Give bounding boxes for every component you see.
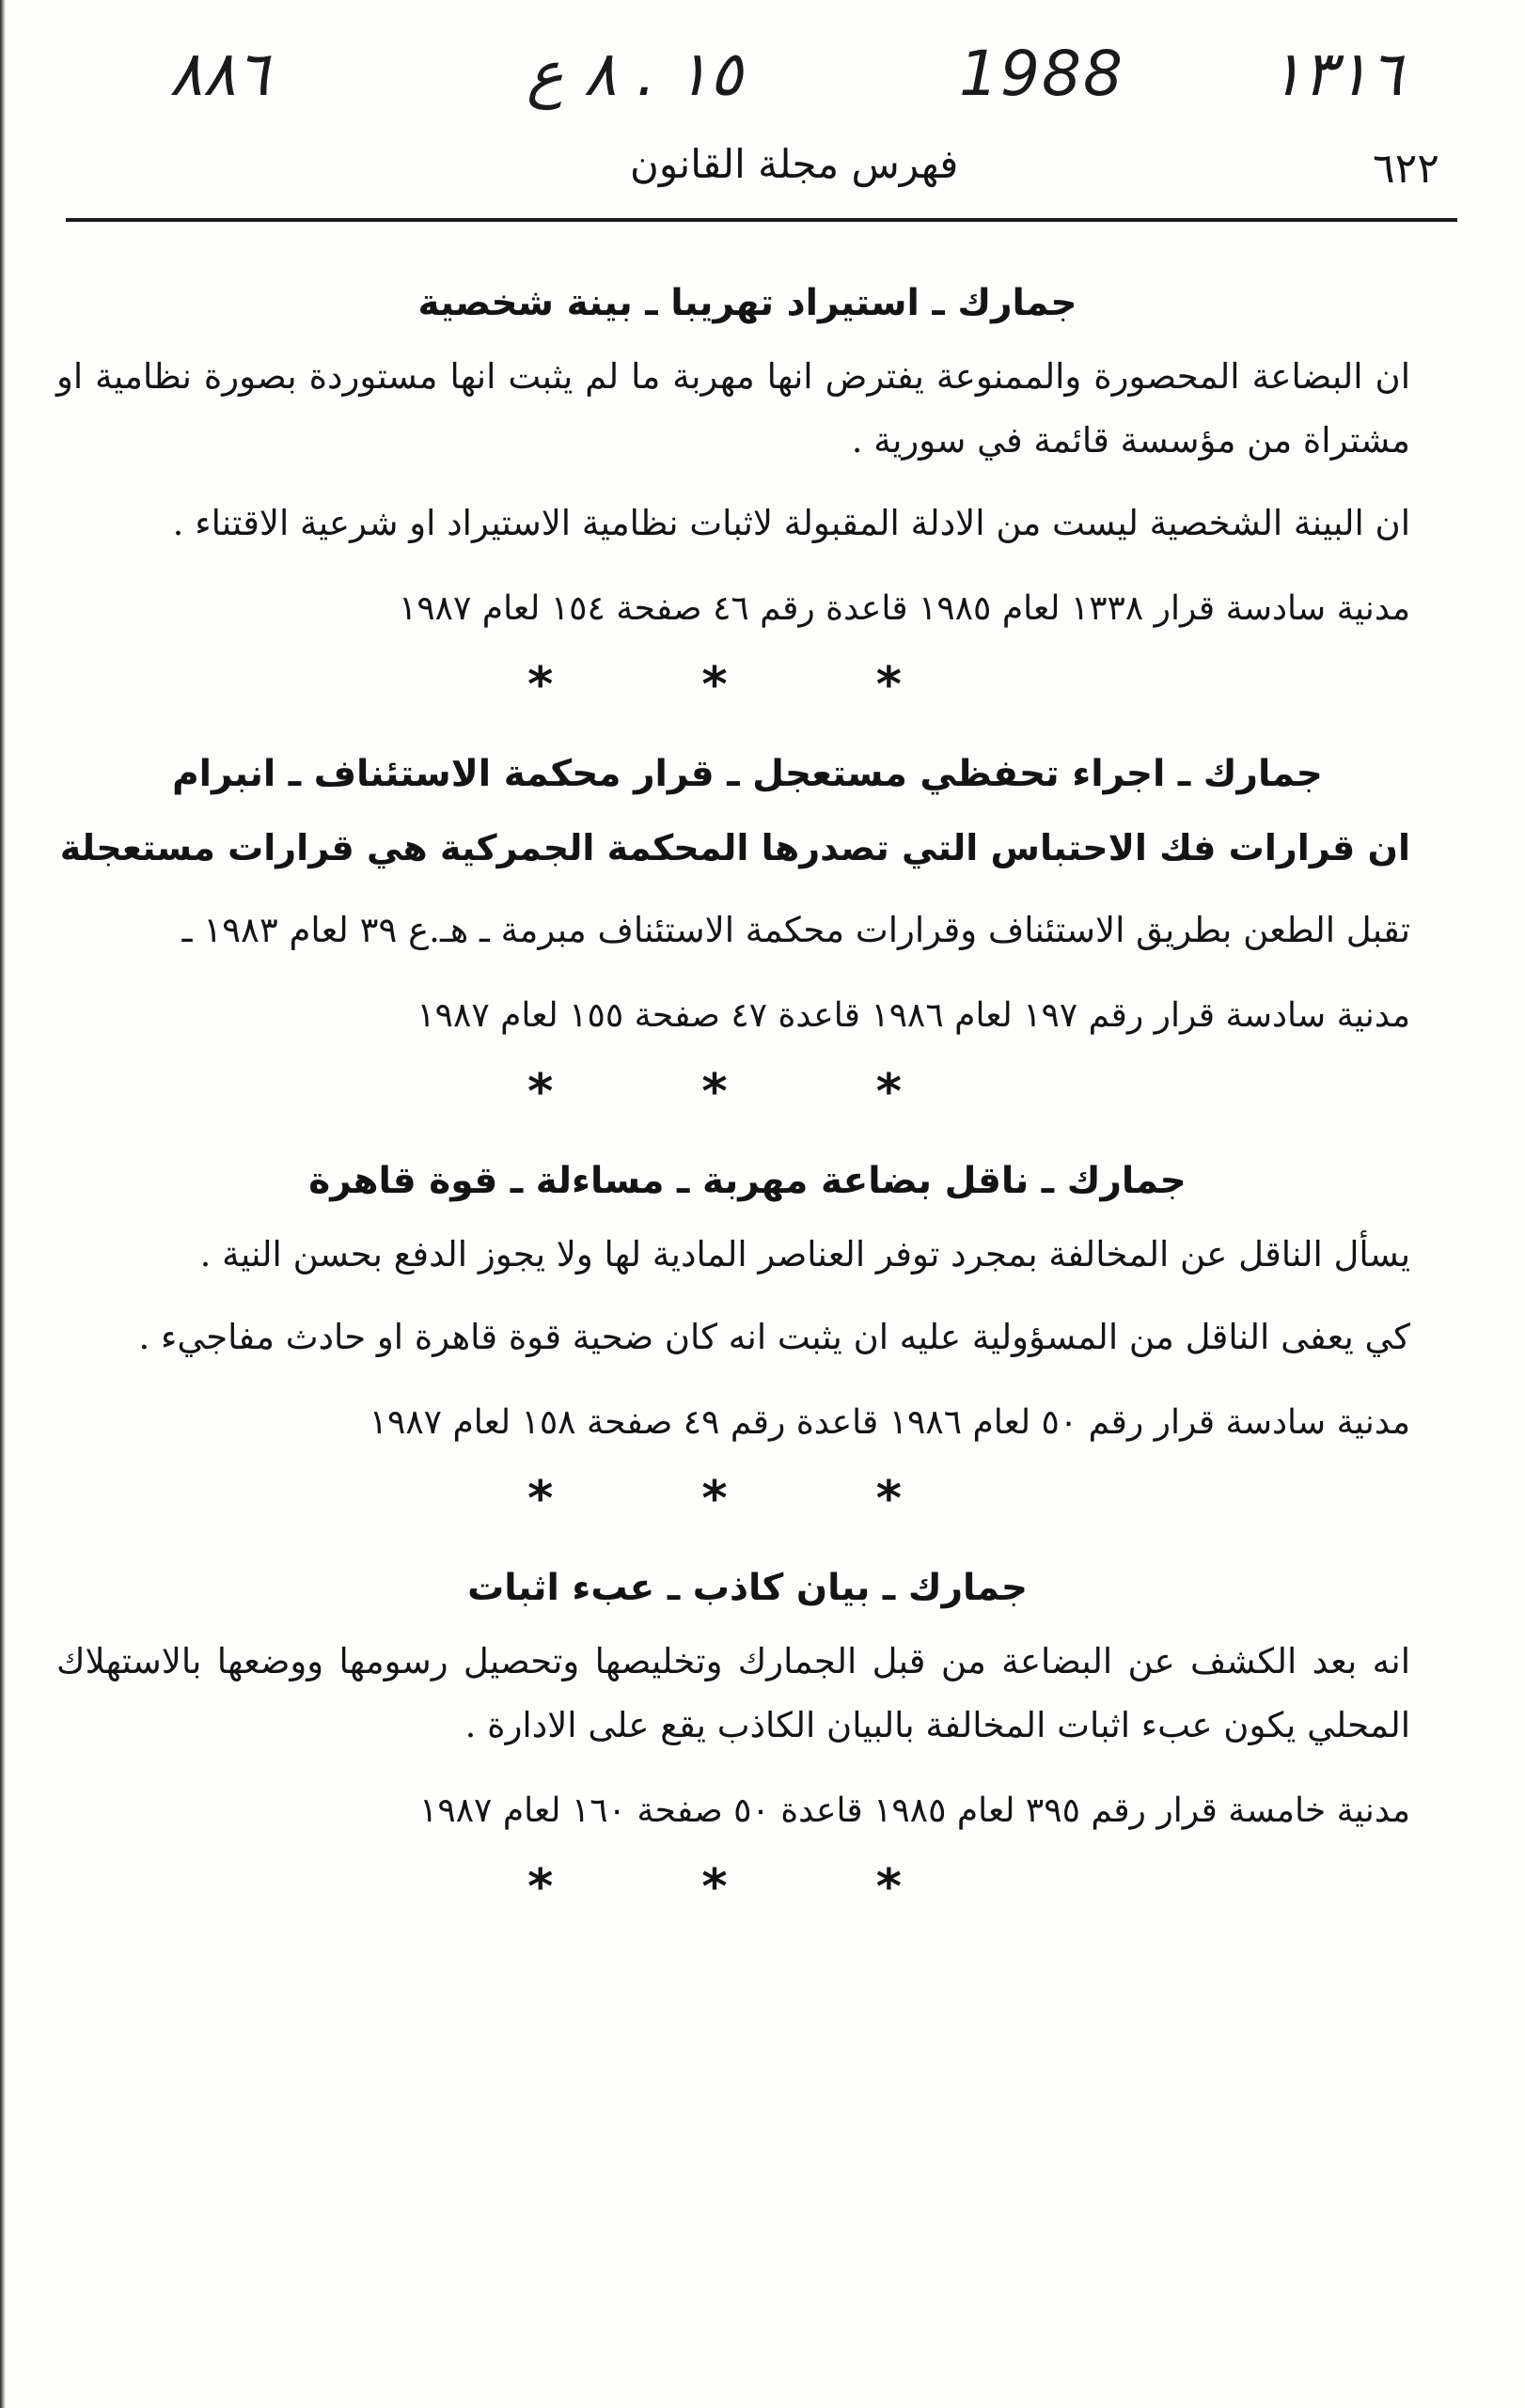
entry-paragraph: كي يعفى الناقل من المسؤولية عليه ان يثبت انه كان ضحية قوة قاهرة او حادث مفاجيء . [138, 1317, 1410, 1357]
journal-title: فهرس مجلة القانون [630, 141, 959, 187]
entry-paragraph: ان البينة الشخصية ليست من الادلة المقبولة لاثبات نظامية الاستيراد او شرعية الاقتناء . [172, 503, 1410, 543]
section-separator: * * * [527, 657, 967, 713]
entry-paragraph: تقبل الطعن بطريق الاستئناف وقرارات محكمة الاستئناف مبرمة ـ هـ.ع ٣٩ لعام ١٩٨٣ ـ [181, 910, 1410, 950]
entry-reference: مدنية خامسة قرار رقم ٣٩٥ لعام ١٩٨٥ قاعدة ٥٠ صفحة ١٦٠ لعام ١٩٨٧ [419, 1791, 1410, 1830]
entry-paragraph: ان البضاعة المحصورة والممنوعة يفترض انها مهربة ما لم يثبت انها مستوردة بصورة نظامية او مشتراة من مؤسسة قائمة في سورية . [56, 356, 1410, 461]
entry-reference: مدنية سادسة قرار رقم ١٩٧ لعام ١٩٨٦ قاعدة ٤٧ صفحة ١٥٥ لعام ١٩٨٧ [417, 996, 1410, 1035]
handwritten-date: ١٥ . ٨ ع [527, 38, 743, 110]
entry-reference: مدنية سادسة قرار رقم ٥٠ لعام ١٩٨٦ قاعدة رقم ٤٩ صفحة ١٥٨ لعام ١٩٨٧ [369, 1403, 1410, 1442]
index-entry [56, 282, 1439, 713]
entry-paragraph: انه بعد الكشف عن البضاعة من قبل الجمارك وتخليصها وتحصيل رسومها ووضعها بالاستهلاك المحلي يكون عبء اثبات المخالفة بالبيان الكاذب يقع على الادارة . [56, 1641, 1410, 1745]
index-content [56, 282, 1439, 1955]
section-separator: * * * [527, 1471, 967, 1527]
handwritten-archive-number: ١٣١٦ [1269, 38, 1403, 110]
entry-paragraph: يسأل الناقل عن المخالفة بمجرد توفر العناصر المادية لها ولا يجوز الدفع بحسن النية . [199, 1234, 1410, 1274]
entry-title: جمارك ـ بيان كاذب ـ عبء اثبات [467, 1567, 1028, 1609]
section-separator: * * * [527, 1064, 967, 1120]
index-entry [56, 1567, 1439, 1915]
handwritten-mark: ٨٨٦ [169, 38, 270, 110]
entry-title: جمارك ـ استيراد تهريبا ـ بينة شخصية [417, 282, 1077, 324]
entry-paragraph: ان قرارات فك الاحتباس التي تصدرها المحكمة الجمركية هي قرارات مستعجلة [59, 827, 1410, 868]
page-number: ٦٢٢ [1373, 145, 1439, 193]
section-separator: * * * [527, 1859, 967, 1915]
entry-reference: مدنية سادسة قرار ١٣٣٨ لعام ١٩٨٥ قاعدة رقم ٤٦ صفحة ١٥٤ لعام ١٩٨٧ [399, 589, 1410, 628]
scan-edge [0, 0, 6, 2408]
entry-title: جمارك ـ اجراء تحفظي مستعجل ـ قرار محكمة الاستئناف ـ انبرام [172, 753, 1323, 795]
handwritten-year: 1988 [959, 38, 1124, 110]
header-rule [66, 218, 1457, 222]
index-entry [56, 753, 1439, 1120]
index-entry [56, 1160, 1439, 1527]
running-header [66, 141, 1457, 207]
entry-title: جمارك ـ ناقل بضاعة مهربة ـ مساءلة ـ قوة قاهرة [308, 1160, 1187, 1202]
